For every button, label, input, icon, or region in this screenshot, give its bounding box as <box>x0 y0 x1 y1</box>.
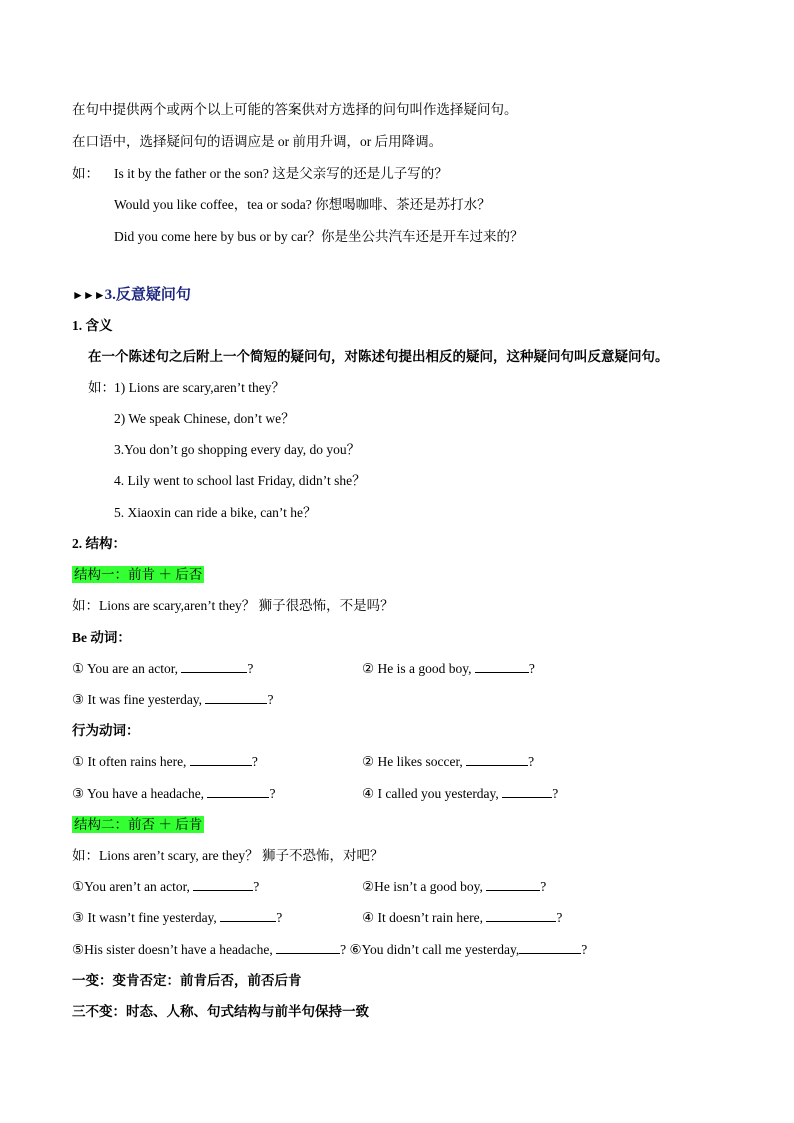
section-heading <box>72 286 191 304</box>
exercise-item: ②He isn’t a good boy, ? <box>362 879 547 894</box>
answer-blank[interactable] <box>519 941 581 954</box>
structure1-example: 如：Lions are scary,aren’t they？ 狮子很恐怖，不是吗？ <box>72 598 394 613</box>
rule-three-unchanged: 三不变：时态、人称、句式结构与前半句保持一致 <box>72 1004 369 1019</box>
meaning-heading: 1. 含义 <box>72 318 113 333</box>
tag-example-1: 1) Lions are scary,aren’t they？ <box>114 380 285 395</box>
section-title: 3.反意疑问句 <box>104 287 191 303</box>
exercise-item: ④ It doesn’t rain here, ? <box>362 910 563 925</box>
exercise-item: ① You are an actor, ? <box>72 661 254 676</box>
structure1-label: 结构一：前肯 ＋ 后否 <box>74 567 203 582</box>
rule-one-change: 一变：变肯否定：前肯后否，前否后肯 <box>72 973 302 988</box>
answer-blank[interactable] <box>190 753 252 766</box>
example-prefix: 如： <box>72 166 99 181</box>
exercise-item: ③ It wasn’t fine yesterday, ? <box>72 910 283 925</box>
tag-example-2: 2) We speak Chinese, don’t we？ <box>114 411 295 426</box>
exercise-item: ③ It was fine yesterday, ? <box>72 692 274 707</box>
choice-question-definition: 在句中提供两个或两个以上可能的答案供对方选择的问句叫作选择疑问句。 <box>72 102 518 117</box>
answer-blank[interactable] <box>486 909 556 922</box>
answer-blank[interactable] <box>207 785 269 798</box>
answer-blank[interactable] <box>193 878 253 891</box>
structure2-label: 结构二：前否 ＋ 后肯 <box>74 817 203 832</box>
structure2-example: 如：Lions aren’t scary, are they？ 狮子不恐怖，对吧？ <box>72 848 384 863</box>
answer-blank[interactable] <box>502 785 552 798</box>
choice-question-intonation: 在口语中，选择疑问句的语调应是 or 前用升调，or 后用降调。 <box>72 134 443 149</box>
choice-example-3: Did you come here by bus or by car？你是坐公共汽车还是开车过来的？ <box>114 229 524 244</box>
answer-blank[interactable] <box>486 878 540 891</box>
be-verb-heading: Be 动词： <box>72 630 131 645</box>
action-verb-heading: 行为动词： <box>72 723 140 738</box>
answer-blank[interactable] <box>466 753 528 766</box>
exercise-item: ③ You have a headache, ? <box>72 786 276 801</box>
answer-blank[interactable] <box>475 660 529 673</box>
arrow-icon: ►►► <box>72 288 105 302</box>
choice-example-1: Is it by the father or the son? 这是父亲写的还是儿子写的？ <box>114 166 448 181</box>
exercise-item: ⑤His sister doesn’t have a headache, ? ⑥You didn’t call me yesterday, ? <box>72 942 588 957</box>
structure-heading: 2. 结构： <box>72 536 126 551</box>
exercise-item: ② He is a good boy, ? <box>362 661 535 676</box>
exercise-item: ② He likes soccer, ? <box>362 754 535 769</box>
exercise-item: ①You aren’t an actor, ? <box>72 879 260 894</box>
meaning-text: 在一个陈述句之后附上一个简短的疑问句，对陈述句提出相反的疑问，这种疑问句叫反意疑问句。 <box>88 349 669 364</box>
answer-blank[interactable] <box>220 909 276 922</box>
tag-example-5: 5. Xiaoxin can ride a bike, can’t he？ <box>114 505 317 520</box>
exercise-item: ① It often rains here, ? <box>72 754 258 769</box>
answer-blank[interactable] <box>276 941 340 954</box>
answer-blank[interactable] <box>205 691 267 704</box>
tag-example-4: 4. Lily went to school last Friday, didn’t she？ <box>114 473 366 488</box>
answer-blank[interactable] <box>181 660 247 673</box>
examples-prefix: 如： <box>88 380 115 395</box>
exercise-item: ④ I called you yesterday, ? <box>362 786 559 801</box>
choice-example-2: Would you like coffee，tea or soda? 你想喝咖啡、茶还是苏打水？ <box>114 197 491 212</box>
tag-example-3: 3.You don’t go shopping every day, do you？ <box>114 442 361 457</box>
